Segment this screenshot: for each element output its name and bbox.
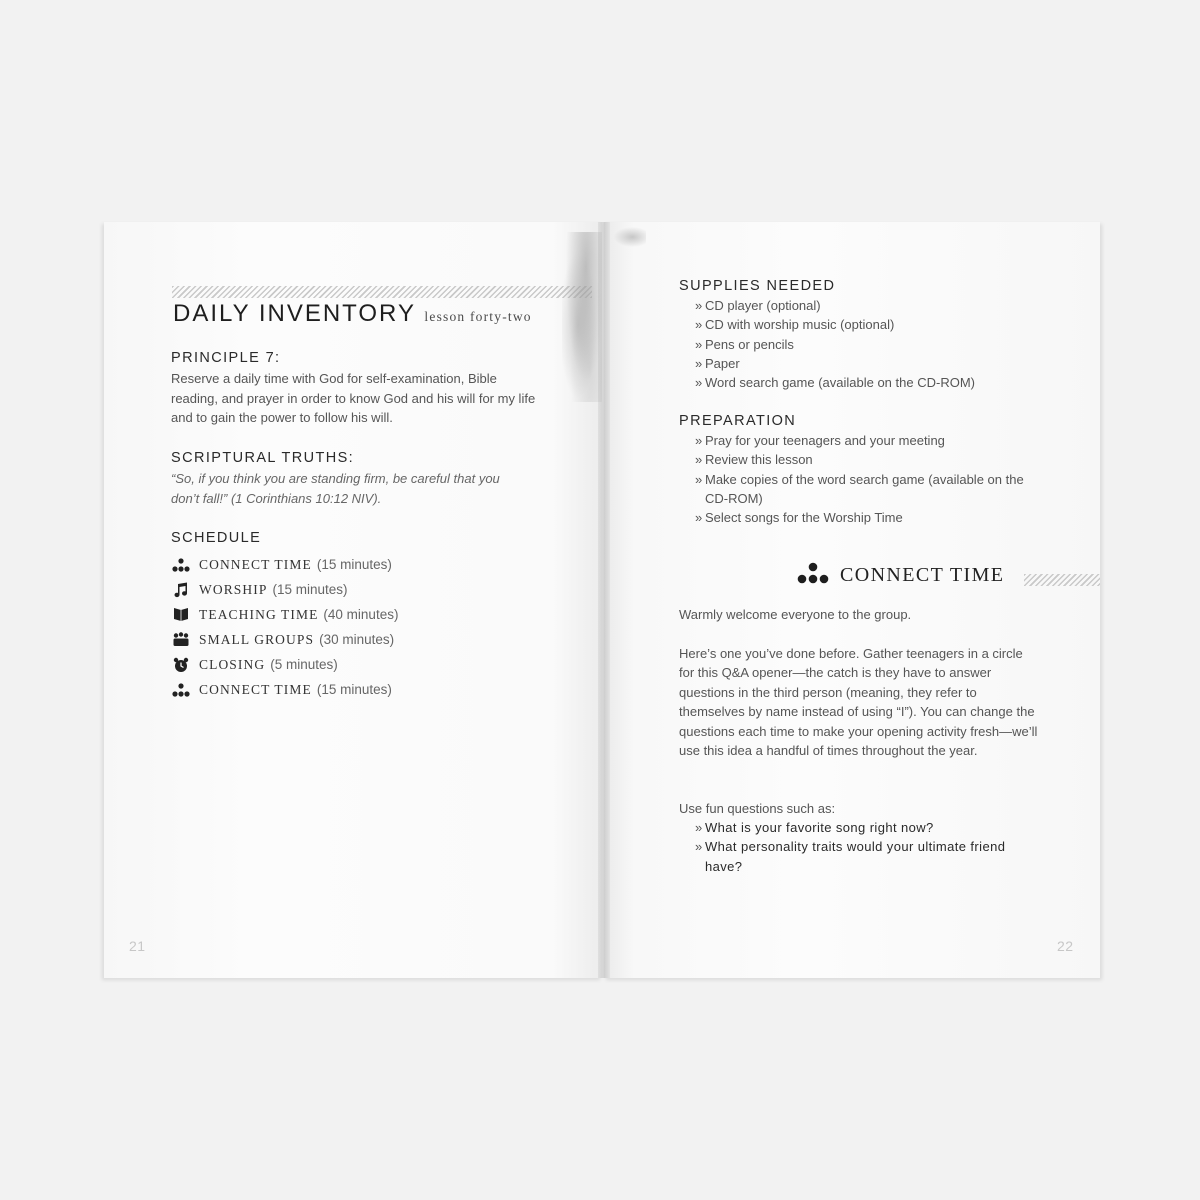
schedule-item-name: WORSHIP (199, 581, 268, 597)
lesson-title: DAILY INVENTORY (173, 300, 416, 327)
list-item: » Select songs for the Worship Time (679, 508, 1039, 527)
schedule-item (171, 602, 398, 627)
decorative-paint-splash (562, 232, 602, 402)
schedule-item-name: CONNECT TIME (199, 556, 312, 572)
schedule-list (171, 552, 398, 702)
decorative-hatch-bar (172, 286, 592, 298)
alarm-clock-icon (171, 657, 191, 673)
supplies-heading: SUPPLIES NEEDED (679, 278, 836, 294)
left-page (104, 222, 602, 978)
open-book-icon (171, 607, 191, 623)
questions-intro: Use fun questions such as: (679, 801, 836, 816)
list-item: » What personality traits would your ultimate friend have? (679, 837, 1019, 876)
list-item: » Paper (679, 354, 1059, 373)
schedule-item-duration: (30 minutes) (319, 632, 395, 647)
open-booklet (104, 222, 1100, 978)
schedule-item-duration: (40 minutes) (323, 607, 399, 622)
list-item: » Review this lesson (679, 450, 1039, 469)
supplies-list (679, 296, 1059, 392)
decorative-hatch-bar (1024, 574, 1100, 586)
page-number-right: 22 (1057, 938, 1074, 954)
schedule-item-duration: (15 minutes) (316, 557, 392, 572)
connect-time-heading (796, 562, 1004, 589)
schedule-item-duration: (15 minutes) (272, 582, 348, 597)
list-item: » Make copies of the word search game (available on the CD-ROM) (679, 470, 1039, 509)
schedule-item-name: CONNECT TIME (199, 681, 312, 697)
schedule-item-name: TEACHING TIME (199, 606, 319, 622)
page-number-left: 21 (129, 938, 146, 954)
principle-heading: PRINCIPLE 7: (171, 350, 281, 366)
schedule-item (171, 677, 398, 702)
connect-dots-icon (171, 682, 191, 698)
list-item: » What is your favorite song right now? (679, 818, 1019, 837)
connect-dots-icon (171, 557, 191, 573)
connect-time-label: CONNECT TIME (840, 564, 1005, 586)
schedule-item (171, 552, 398, 577)
schedule-item-name: SMALL GROUPS (199, 631, 315, 647)
preparation-heading: PREPARATION (679, 413, 797, 429)
scriptural-truths-text: “So, if you think you are standing firm, be careful that you don’t fall!” (1 Corinthians 10:12 NIV). (171, 471, 500, 506)
schedule-item (171, 652, 398, 677)
principle-text: Reserve a daily time with God for self-examination, Bible reading, and prayer in order to know God and his will for my life and to gain the power to follow his will. (171, 371, 536, 425)
schedule-item (171, 627, 398, 652)
list-item: » Word search game (available on the CD-ROM) (679, 373, 1059, 392)
schedule-item (171, 577, 398, 602)
schedule-heading: SCHEDULE (171, 530, 262, 546)
schedule-item-duration: (15 minutes) (316, 682, 392, 697)
schedule-item-duration: (5 minutes) (270, 657, 338, 672)
welcome-text: Warmly welcome everyone to the group. (679, 607, 912, 622)
group-icon (171, 632, 191, 648)
list-item: » CD with worship music (optional) (679, 315, 1059, 334)
list-item: » Pray for your teenagers and your meeting (679, 431, 1039, 450)
list-item: » CD player (optional) (679, 296, 1059, 315)
lesson-subtitle: lesson forty-two (424, 309, 532, 324)
book-gutter (598, 222, 610, 978)
right-page (604, 222, 1100, 978)
lesson-title-row (173, 300, 532, 328)
preparation-list (679, 431, 1039, 527)
list-item: » Pens or pencils (679, 335, 1059, 354)
schedule-item-name: CLOSING (199, 656, 266, 672)
music-note-icon (171, 582, 191, 598)
questions-list (679, 818, 1019, 876)
scriptural-truths-heading: SCRIPTURAL TRUTHS: (171, 450, 355, 466)
decorative-paint-splash (612, 226, 646, 248)
connect-dots-icon (796, 562, 830, 589)
activity-text: Here’s one you’ve done before. Gather teenagers in a circle for this Q&A opener—the catch is they have to answer questions in the third person (meaning, they refer to themselves by name instead of using “I”). You can change the questions each time to make your opening activity fresh—we’ll use this idea a handful of times throughout the year. (679, 646, 1038, 759)
